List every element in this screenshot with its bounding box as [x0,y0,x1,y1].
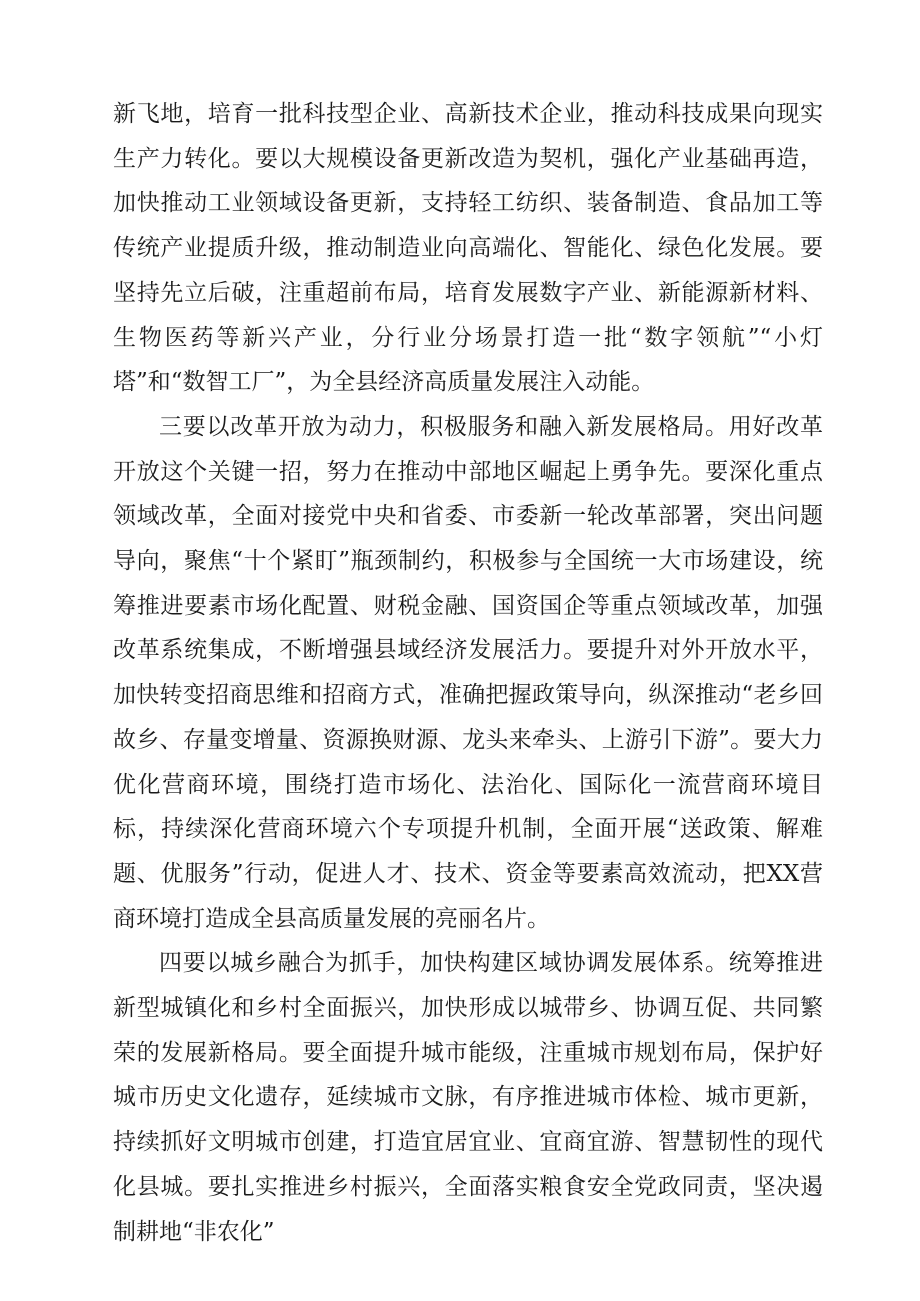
paragraph-continuation: 新飞地，培育一批科技型企业、高新技术企业，推动科技成果向现实生产力转化。要以大规模设备更新改造为契机，强化产业基础再造，加快推动工业领域设备更新，支持轻工纺织、装备制造、食品加工等传统产业提质升级，推动制造业向高端化、智能化、绿色化发展。要坚持先立后破，注重超前布局，培育发展数字产业、新能源新材料、生物医药等新兴产业，分行业分场景打造一批“数字领航”“小灯塔”和“数智工厂”，为全县经济高质量发展注入动能。 [113,101,823,396]
paragraph-reform-opening: 三要以改革开放为动力，积极服务和融入新发展格局。用好改革开放这个关键一招，努力在推动中部地区崛起上勇争先。要深化重点领域改革，全面对接党中央和省委、市委新一轮改革部署，突出问题导向，聚焦“十个紧盯”瓶颈制约，积极参与全国统一大市场建设，统筹推进要素市场化配置、财税金融、国资国企等重点领域改革，加强改革系统集成，不断增强县域经济发展活力。要提升对外开放水平，加快转变招商思维和招商方式，准确把握政策导向，纵深推动“老乡回故乡、存量变增量、资源换财源、龙头来牵头、上游引下游”。要大力优化营商环境，围绕打造市场化、法治化、国际化一流营商环境目标，持续深化营商环境六个专项提升机制，全面开展“送政策、解难题、优服务”行动，促进人才、技术、资金等要素高效流动，把XX营商环境打造成全县高质量发展的亮丽名片。 [113,413,823,932]
document-body [113,92,823,1254]
paragraph-urban-rural: 四要以城乡融合为抓手，加快构建区域协调发展体系。统筹推进新型城镇化和乡村全面振兴，加快形成以城带乡、协调互促、共同繁荣的发展新格局。要全面提升城市能级，注重城市规划布局，保护好城市历史文化遗存，延续城市文脉，有序推进城市体检、城市更新，持续抓好文明城市创建，打造宜居宜业、宜商宜游、智慧韧性的现代化县城。要扎实推进乡村振兴，全面落实粮食安全党政同责，坚决遏制耕地“非农化” [113,950,823,1245]
